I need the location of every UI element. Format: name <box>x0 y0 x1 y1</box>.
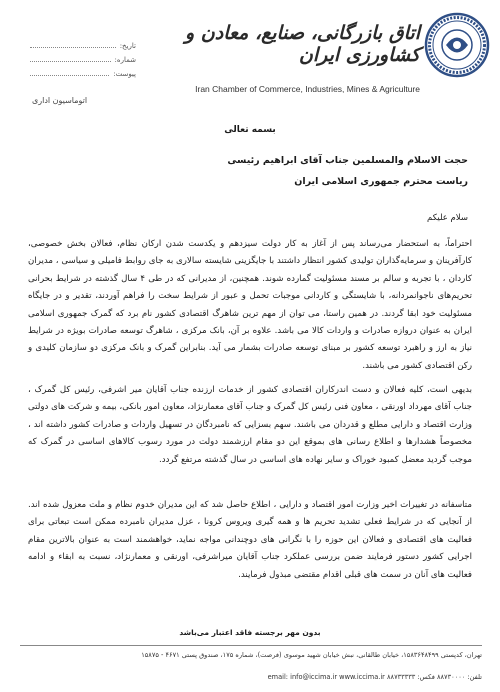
footer-divider <box>20 645 482 646</box>
addressee-name: حجت الاسلام والمسلمین جناب آقای ابراهیم رئیسی <box>227 155 468 166</box>
addressee-title: ریاست محترم جمهوری اسلامی ایران <box>294 176 468 187</box>
number-label: شماره: <box>114 56 136 64</box>
salutation: بسمه تعالی <box>224 125 276 135</box>
org-name-fa: اتاق بازرگانی، صنایع، معادن و کشاورزی ایران <box>185 22 420 66</box>
footer-contact: تلفن: ۸۸۷۳۰۰۰۰ فکس: ۸۸۷۳۳۳۳۳ email: info@iccima.ir www.iccima.ir <box>267 673 482 681</box>
date-row <box>26 36 136 50</box>
date-line <box>30 47 116 48</box>
body-paragraph-3: متاسفانه در تغییرات اخیر وزارت امور اقتصاد و دارایی ، اطلاع حاصل شد که این مدیران خدوم نظام و ملت معزول شده اند. از آنجایی که در شرایط فعلی تشدید تحریم ها و همه گیری ویروس کرونا ، عزل مدیران نامبرده ممکن است تبعاتی برای فعالیت های اقتصادی و فعالان این حوزه را با نگرانی های دوچندانی مواجه نماید، خواهشمند است به عنوان بالاترین مقام اجرایی کشور دستور فرمایند ضمن بررسی عملکرد جناب آقایان میراشرفی، اورنقی و معمارنژاد، نسبت به ابقاء و ادامه فعالیت های آنان در سمت های قبلی اقدام مقتضی مبذول فرمایند. <box>28 500 472 580</box>
footer-address: تهران، کدپستی ۱۵۸۳۶۴۸۴۹۹، خیابان طالقانی، نبش خیابان شهید موسوی (فرصت)، شماره ۱۷۵، صندوق پستی ۴۶۷۱ - ۱۵۸۷۵ <box>141 651 482 659</box>
automation-label: اتوماسیون اداری <box>32 96 88 105</box>
number-row <box>26 50 136 64</box>
org-name-en: Iran Chamber of Commerce, Industries, Mines & Agriculture <box>195 84 420 94</box>
body-paragraph-2: بدیهی است، کلیه فعالان و دست اندرکاران اقتصادی کشور از خدمات ارزنده جناب آقایان میر اشرفی، رئیس کل گمرک ، جناب آقای مهرداد اورنقی ، معاون فنی رئیس کل گمرک و جناب آقای معمارنژاد، معاون امور بانکی، بیمه و شرکت های دولتی وزارت اقتصاد و دارایی مطلع و قدردان می باشند. سهم بسزایی که نامبردگان در تسهیل واردات و صادرات کشور داشته اند ، مخصوصاً هشدارها و اطلاع رسانی های بموقع این دو مقام ارزشمند دولت در مورد رسوب کالاهای اساسی در گمرک که موجب گردید معضل کمبود خوراک و سایر نهاده های اساسی در سال گذشته مرتفع گردد. <box>28 385 472 465</box>
attachment-line <box>30 75 109 76</box>
greeting: سلام علیکم <box>427 213 468 223</box>
attachment-label: پیوست: <box>113 70 136 78</box>
addressee-block <box>227 150 468 192</box>
validity-note: بدون مهر برجسته فاقد اعتبار می‌باشد <box>179 628 321 637</box>
letter-meta <box>26 36 136 78</box>
body-paragraph-1: احتراماً، به استحضار می‌رساند پس از آغاز به کار دولت سیزدهم و یکدست شدن ارکان نظام، فعالان بخش خصوصی، کارآفرینان و سرمایه‌گذاران تولیدی کشور انتظار داشتند با جایگزینی شایسته سالاری به جای روابط فامیلی و سیاسی ، مدیران کاردان ، با تجربه و سالم بر مسند مسئولیت گمارده شوند. همچنین، از مدیرانی که در طی ۴ سال گذشته در شرایط بحرانی تحریم‌های ناجوانمردانه، با شایستگی و کاردانی موجبات تحمل و عبور از شرایط سخت را فراهم آوردند، تقدیر و در جایگاه مسئولیت خود ابقا گردند. در همین راستا، می توان از مهم ترین شاهرگ اقتصادی کشور نام برد که گمرک جمهوری اسلامی ایران به عنوان دروازه صادرات و واردات کالا می باشد. علاوه بر آن، بانک مرکزی ، شاهرگ توسعه صادرات بویژه در شرایط نیاز به ارز و راهبرد توسعه کشور بر مبنای توسعه صادرات بشمار می آید. بنابراین گمرک و بانک مرکزی دو سازمان کلیدی و رکن اقتصادی کشور می باشند. <box>28 239 472 371</box>
date-label: تاریخ: <box>119 42 136 50</box>
number-line <box>30 61 111 62</box>
chamber-logo-icon <box>424 12 490 78</box>
attachment-row <box>26 64 136 78</box>
